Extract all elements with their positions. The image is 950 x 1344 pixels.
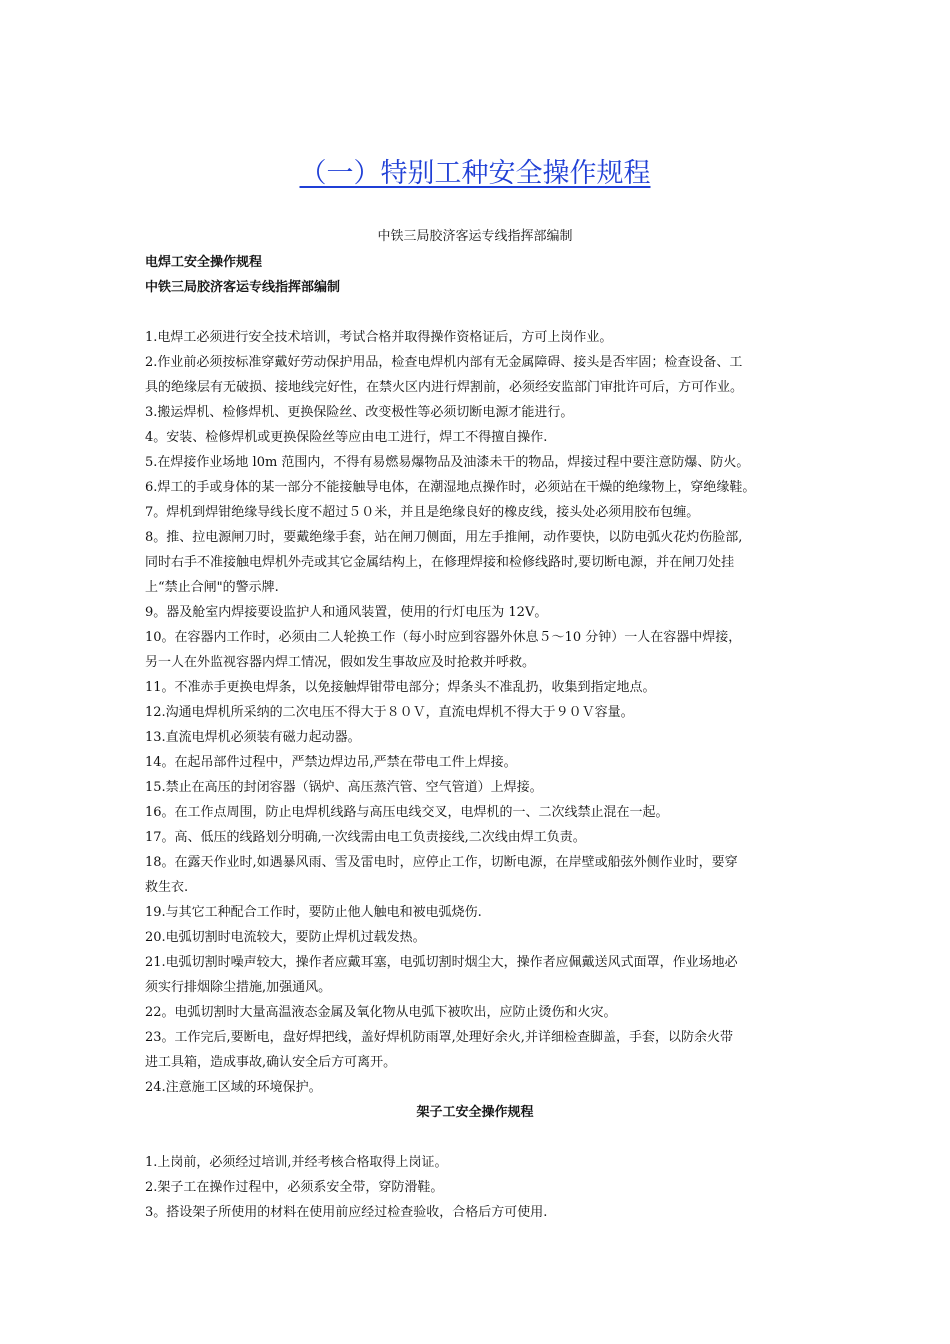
rule-line: 另一人在外监视容器内焊工情况，假如发生事故应及时抢救并呼救。 xyxy=(145,655,536,670)
section-heading-welder: 电焊工安全操作规程 xyxy=(145,255,263,270)
rule-line: 7。焊机到焊钳绝缘导线长度不超过５０米，并且是绝缘良好的橡皮线，接头处必须用胶布包缠。 xyxy=(145,505,700,520)
rule-line: 16。在工作点周围，防止电焊机线路与高压电线交叉，电焊机的一、二次线禁止混在一起。 xyxy=(145,805,669,820)
rule-line: 上“禁止合闸"的警示牌. xyxy=(145,580,279,595)
rule-line: 9。器及舱室内焊接要设监护人和通风装置，使用的行灯电压为 12V。 xyxy=(145,605,548,620)
rule-line: 10。在容器内工作时，必须由二人轮换工作（每小时应到容器外休息５～10 分钟）一人在容器中焊接， xyxy=(145,630,742,645)
rule-line: 12.沟通电焊机所采纳的二次电压不得大于８０Ｖ，直流电焊机不得大于９０Ｖ容量。 xyxy=(145,705,634,720)
rule-line: 3。搭设架子所使用的材料在使用前应经过检查验收，合格后方可使用. xyxy=(145,1205,548,1220)
rule-line: 19.与其它工种配合工作时，要防止他人触电和被电弧烧伤. xyxy=(145,905,482,920)
rule-line: 2.作业前必须按标准穿戴好劳动保护用品，检查电焊机内部有无金属障碍、接头是否牢固；检查设备、工 xyxy=(145,355,743,370)
rule-line: 18。在露天作业时,如遇暴风雨、雪及雷电时，应停止工作，切断电源，在岸壁或船弦外侧作业时，要穿 xyxy=(145,855,738,870)
document-subtitle: 中铁三局胶济客运专线指挥部编制 xyxy=(377,229,573,244)
rule-line: 21.电弧切割时噪声较大，操作者应戴耳塞，电弧切割时烟尘大，操作者应佩戴送风式面罩，作业场地必 xyxy=(145,955,738,970)
rule-line: 8。推、拉电源闸刀时，要戴绝缘手套，站在闸刀侧面，用左手推闸，动作要快，以防电弧火花灼伤脸部, xyxy=(145,530,743,545)
rule-line: 13.直流电焊机必须装有磁力起动器。 xyxy=(145,730,361,745)
rule-line: 3.搬运焊机、检修焊机、更换保险丝、改变极性等必须切断电源才能进行。 xyxy=(145,405,574,420)
rule-line: 15.禁止在高压的封闭容器（锅炉、高压蒸汽管、空气管道）上焊接。 xyxy=(145,780,543,795)
rule-line: 17。高、低压的线路划分明确,一次线需由电工负责接线,二次线由焊工负责。 xyxy=(145,830,586,845)
rule-line: 进工具箱，造成事故,确认安全后方可离开。 xyxy=(145,1055,397,1070)
rule-line: 22。电弧切割时大量高温液态金属及氧化物从电弧下被吹出，应防止烫伤和火灾。 xyxy=(145,1005,617,1020)
section-author: 中铁三局胶济客运专线指挥部编制 xyxy=(145,280,341,295)
rule-line: 同时右手不准接触电焊机外壳或其它金属结构上，在修理焊接和检修线路时,要切断电源，并在闸刀处挂 xyxy=(145,555,735,570)
document-title[interactable]: （一）特别工种安全操作规程 xyxy=(299,158,651,189)
rule-line: 11。不准赤手更换电焊条，以免接触焊钳带电部分；焊条头不准乱扔，收集到指定地点。 xyxy=(145,680,656,695)
rule-line: 6.焊工的手或身体的某一部分不能接触导电体，在潮湿地点操作时，必须站在干燥的绝缘物上，穿绝缘鞋。 xyxy=(145,480,756,495)
rule-line: 须实行排烟除尘措施,加强通风。 xyxy=(145,980,332,995)
rule-line: 24.注意施工区域的环境保护。 xyxy=(145,1080,322,1095)
rule-line: 20.电弧切割时电流较大，要防止焊机过载发热。 xyxy=(145,930,426,945)
rule-line: 1.上岗前，必须经过培训,并经考核合格取得上岗证。 xyxy=(145,1155,448,1170)
document-body xyxy=(145,250,825,1225)
welder-rules xyxy=(145,325,825,1100)
rule-line: 23。工作完后,要断电，盘好焊把线，盖好焊机防雨罩,处理好余火,并详细检查脚盖，手套，以防余火带 xyxy=(145,1030,733,1045)
rule-line: 2.架子工在操作过程中，必须系安全带，穿防滑鞋。 xyxy=(145,1180,444,1195)
rule-line: 1.电焊工必须进行安全技术培训，考试合格并取得操作资格证后，方可上岗作业。 xyxy=(145,330,613,345)
scaffolder-rules xyxy=(145,1150,825,1225)
rule-line: 具的绝缘层有无破损、接地线完好性，在禁火区内进行焊割前，必须经安监部门审批许可后，方可作业。 xyxy=(145,380,744,395)
blank-line xyxy=(145,1125,825,1150)
blank-line xyxy=(145,300,825,325)
section-heading-scaffolder: 架子工安全操作规程 xyxy=(416,1105,534,1120)
rule-line: 5.在焊接作业场地 l0m 范围内，不得有易燃易爆物品及油漆未干的物品，焊接过程中要注意防爆、防火。 xyxy=(145,455,750,470)
rule-line: 4。安装、检修焊机或更换保险丝等应由电工进行，焊工不得擅自操作. xyxy=(145,430,548,445)
rule-line: 救生衣. xyxy=(145,880,189,895)
rule-line: 14。在起吊部件过程中，严禁边焊边吊,严禁在带电工件上焊接。 xyxy=(145,755,517,770)
